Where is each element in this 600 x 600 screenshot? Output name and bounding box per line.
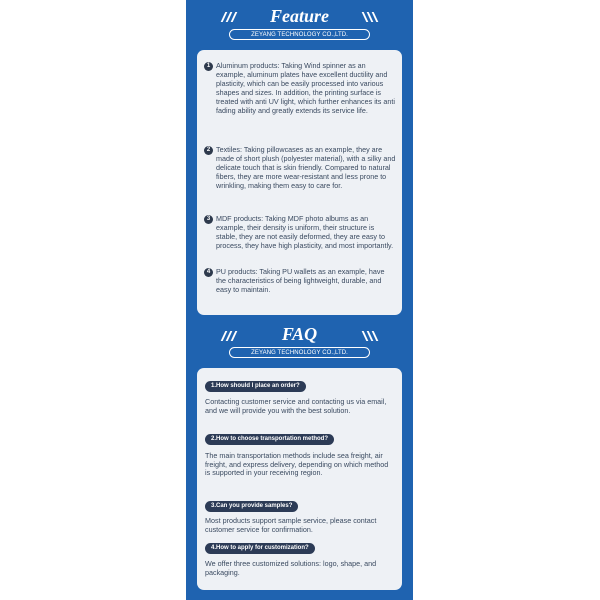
faq-question: 2.How to choose transportation method? xyxy=(205,434,334,445)
faq-question: 3.Can you provide samples? xyxy=(205,501,298,512)
faq-answer: The main transportation methods include sea freight, air freight, and express delivery, depending on which method is supported in your receiving region. xyxy=(205,451,389,477)
number-badge: 3 xyxy=(204,215,213,224)
feature-text: Textiles: Taking pillowcases as an example, they are made of short plush (polyester material), with a silky and delicate touch that is skin friendly. Compared to natural fibers, they are more wear-resistant and less prone to wrinkling, making them easy to care for. xyxy=(216,145,396,190)
number-badge: 1 xyxy=(204,62,213,71)
faq-subtitle: ZEYANG TECHNOLOGY CO.,LTD. xyxy=(229,347,370,358)
feature-text: MDF products: Taking MDF photo albums as an example, their density is uniform, their structure is stable, they are not easily deformed, they are easy to process, they have high plasticity, and most importantly. xyxy=(216,214,394,250)
number-badge: 4 xyxy=(204,268,213,277)
faq-answer: Contacting customer service and contacting us via email, and we will provide you with the best solution. xyxy=(205,397,387,415)
decorative-slashes-icon xyxy=(362,12,378,24)
product-info-panel xyxy=(186,0,413,600)
feature-subtitle: ZEYANG TECHNOLOGY CO.,LTD. xyxy=(229,29,370,40)
faq-answer: We offer three customized solutions: logo, shape, and packaging. xyxy=(205,559,377,577)
faq-question: 1.How should I place an order? xyxy=(205,381,306,392)
faq-title: FAQ xyxy=(281,324,318,344)
number-badge: 2 xyxy=(204,146,213,155)
decorative-slashes-icon xyxy=(362,331,378,343)
feature-text: Aluminum products: Taking Wind spinner as an example, aluminum plates have excellent ductility and plasticity, which can be easily processed into various shapes and sizes. In addition, the printing surface is treated with anti UV light, which further enhances its anti fading ability and greatly extends its service life. xyxy=(216,61,395,115)
feature-text: PU products: Taking PU wallets as an example, have the characteristics of being lightweight, durable, and easy to maintain. xyxy=(216,267,385,294)
feature-title: Feature xyxy=(269,6,329,26)
faq-answer: Most products support sample service, please contact customer service for confirmation. xyxy=(205,516,377,534)
feature-card xyxy=(197,50,402,315)
faq-question: 4.How to apply for customization? xyxy=(205,543,315,554)
faq-card xyxy=(197,368,402,590)
